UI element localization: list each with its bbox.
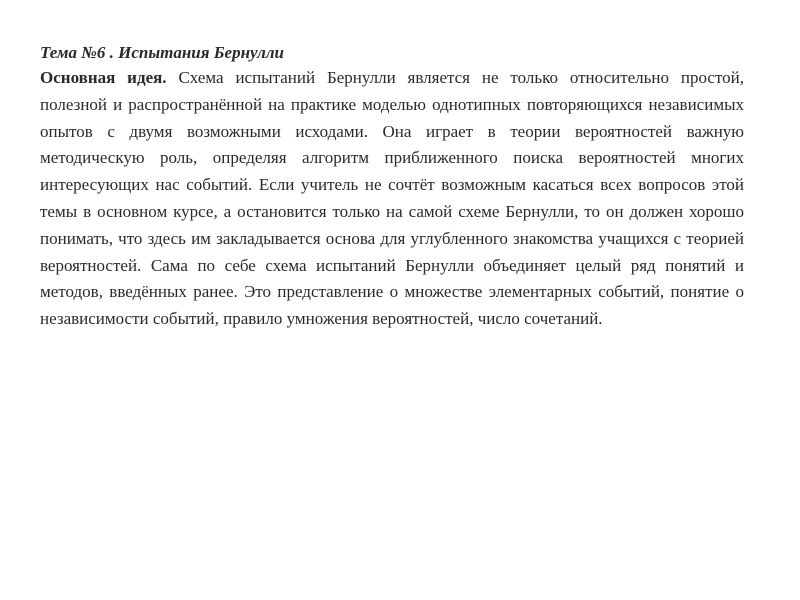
paragraph-text: Схема испытаний Бернулли является не только относительно простой, полезной и распространённой на практике моделью однотипных повторяющихся независимых опытов с двумя возможными исходами. Она играет в теории вероятностей важную методическую роль, определяя алгоритм приближенного поиска вероятностей многих интересующих нас событий. Если учитель не сочтёт возможным касаться всех вопросов этой темы в основном курсе, а остановится только на самой схеме Бернулли, то он должен хорошо понимать, что здесь им закладывается основа для углубленного знакомства учащихся с теорией вероятностей. Сама по себе схема испытаний Бернулли объединяет целый ряд понятий и методов, введённых ранее. Это представление о множестве элементарных событий, понятие о независимости событий, правило умножения вероятностей, число сочетаний.	[40, 68, 744, 329]
document-title: Тема №6 . Испытания Бернулли	[40, 43, 285, 62]
paragraph-lead: Основная идея.	[40, 68, 167, 87]
document-paragraph	[40, 65, 744, 333]
